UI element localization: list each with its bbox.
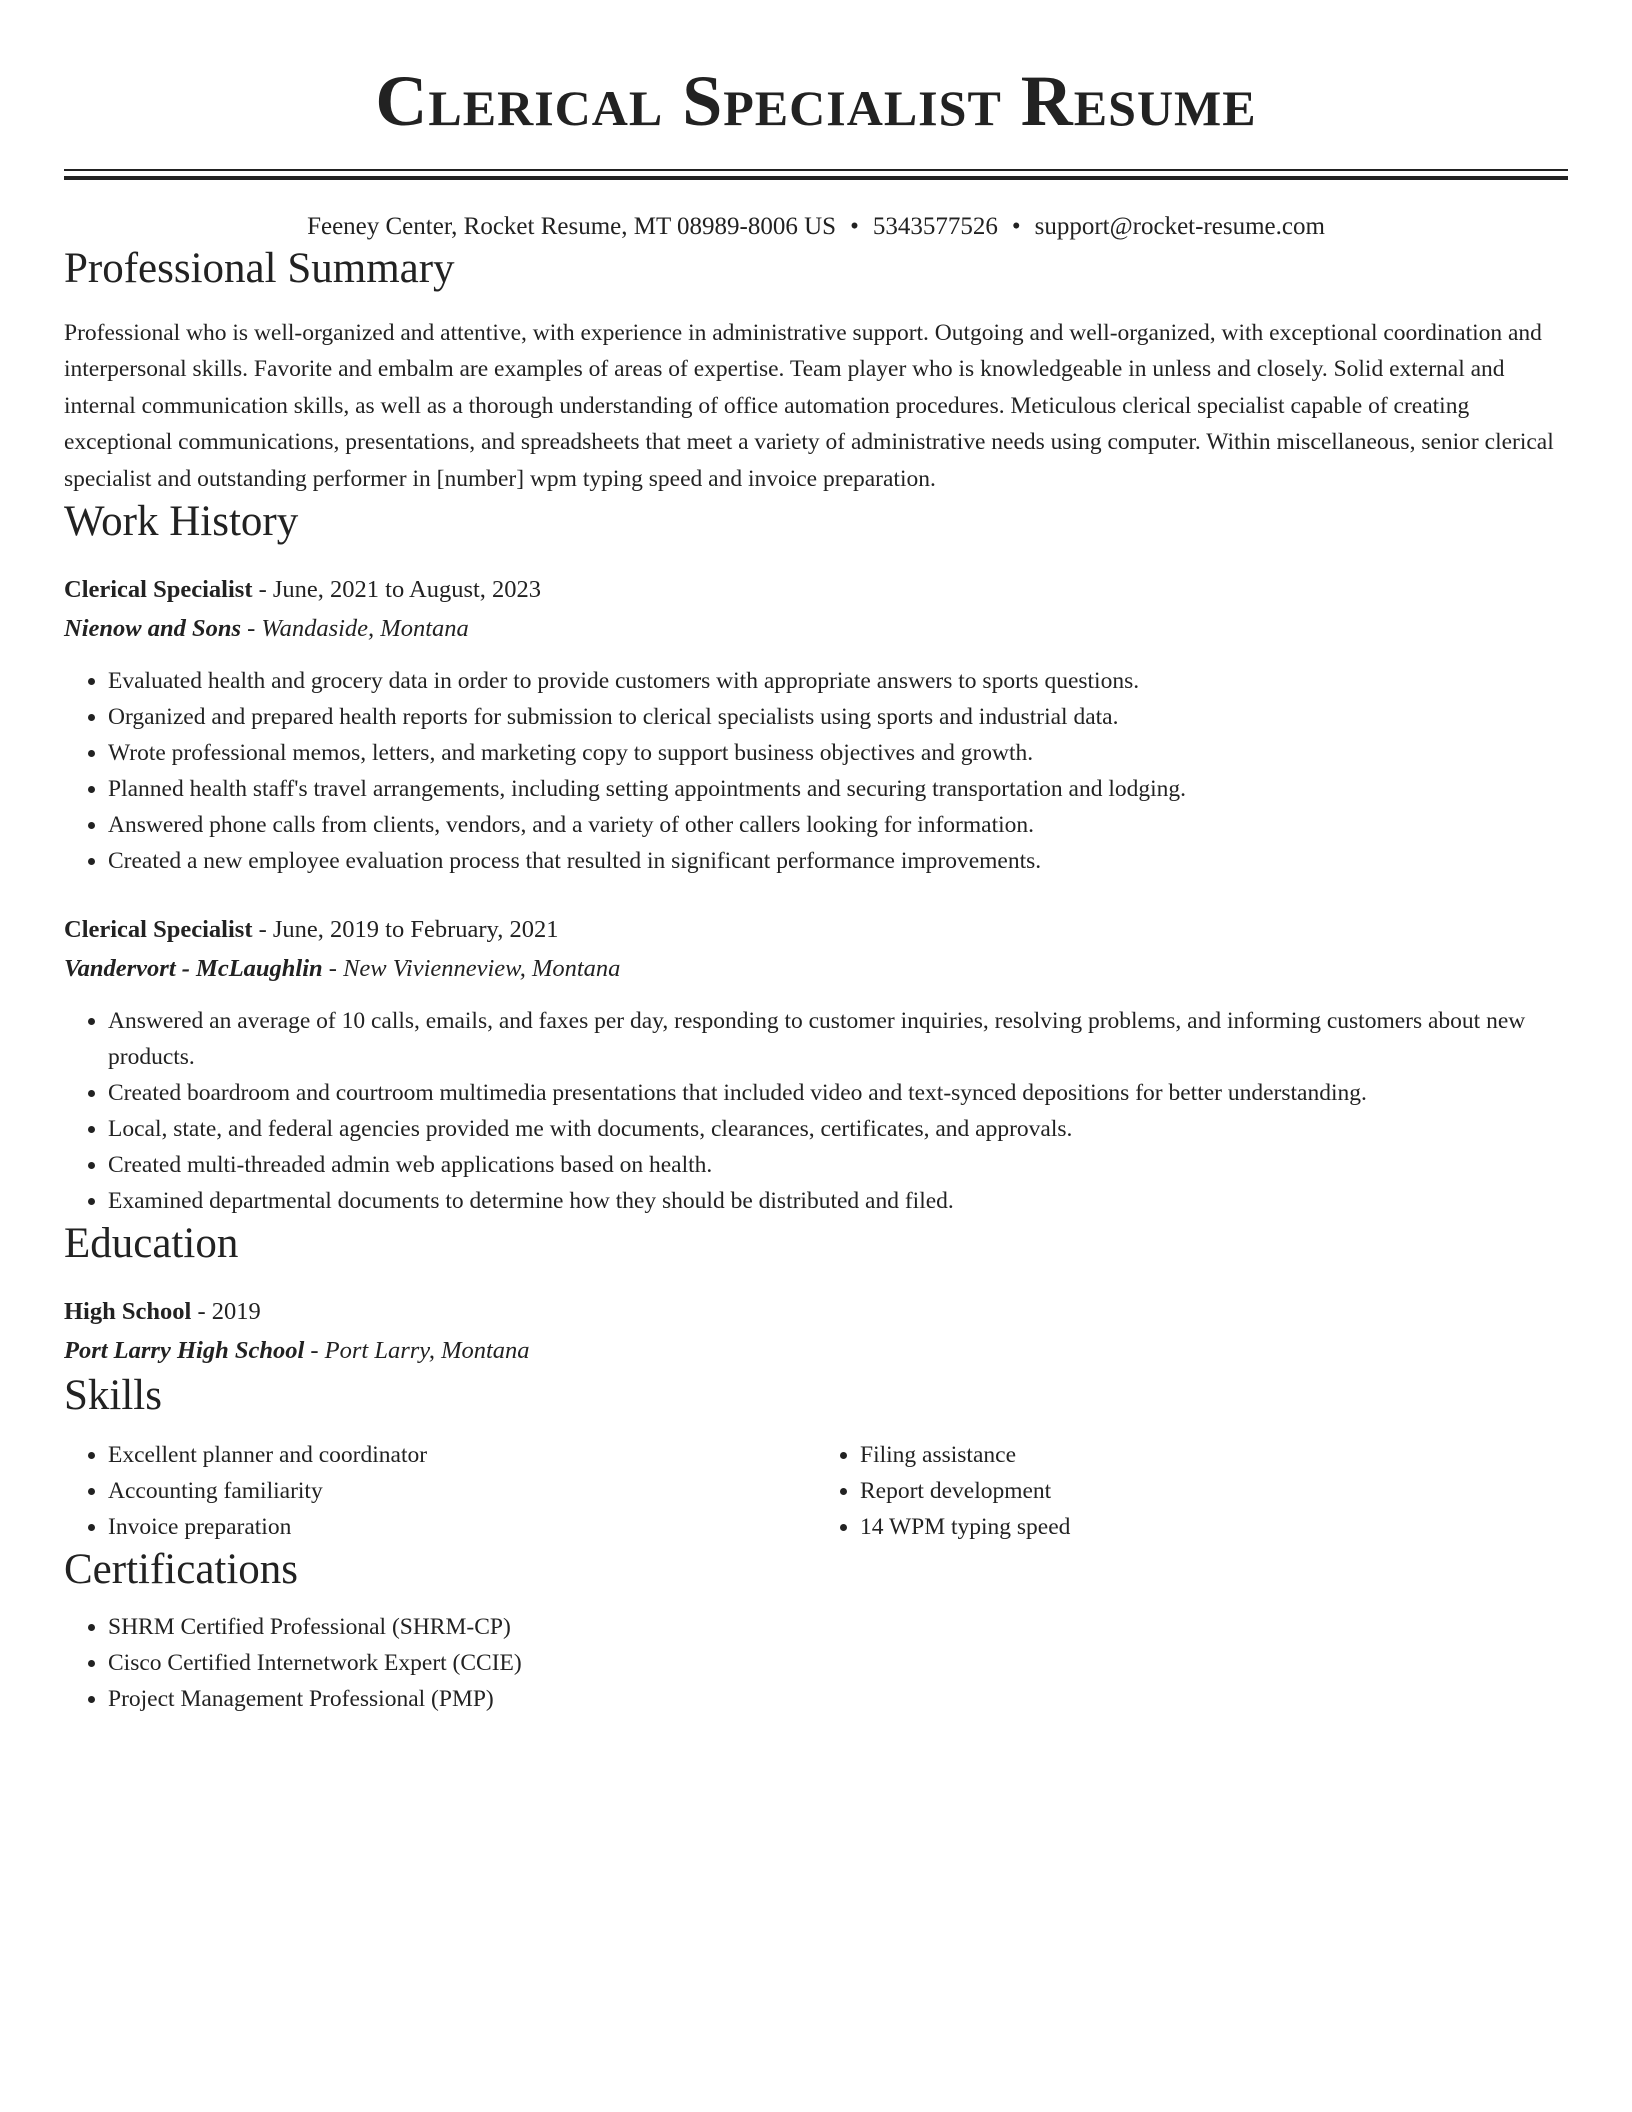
list-item: • Accounting familiarity bbox=[108, 1473, 816, 1509]
contact-email: support@rocket-resume.com bbox=[1034, 213, 1325, 240]
job-entry bbox=[64, 571, 1568, 879]
job-bullets bbox=[64, 663, 1568, 879]
job-company: Nienow and Sons bbox=[64, 615, 242, 643]
education-header bbox=[64, 1293, 1568, 1331]
job-bullets bbox=[64, 1003, 1568, 1219]
job-company: Vandervort - McLaughlin bbox=[64, 955, 323, 983]
education-degree: High School bbox=[64, 1298, 192, 1326]
job-entry bbox=[64, 911, 1568, 1219]
contact-separator: • bbox=[850, 213, 859, 240]
list-item: • Planned health staff's travel arrangements, including setting appointments and securing transportation and lodging. bbox=[108, 771, 1568, 807]
list-item: • Report development bbox=[860, 1473, 1568, 1509]
skills-heading: Skills bbox=[64, 1372, 162, 1420]
list-item: • Wrote professional memos, letters, and marketing copy to support business objectives and growth. bbox=[108, 735, 1568, 771]
job-header bbox=[64, 911, 1568, 949]
list-item: • Created a new employee evaluation process that resulted in significant performance improvements. bbox=[108, 843, 1568, 879]
contact-separator: • bbox=[1011, 213, 1021, 240]
certifications-list bbox=[64, 1609, 1568, 1717]
certifications-heading: Certifications bbox=[64, 1546, 299, 1594]
education-location: - Port Larry, Montana bbox=[304, 1337, 530, 1365]
list-item: • Created boardroom and courtroom multimedia presentations that included video and text-synced depositions for better understanding. bbox=[108, 1075, 1568, 1111]
work-history-heading: Work History bbox=[64, 498, 299, 546]
list-item: • Answered an average of 10 calls, emails, and faxes per day, responding to customer inquiries, resolving problems, and informing customers about new products. bbox=[108, 1003, 1568, 1075]
title-divider-thin bbox=[64, 169, 1568, 171]
job-location: - New Vivienneview, Montana bbox=[322, 955, 621, 983]
skills-list bbox=[64, 1437, 816, 1545]
list-item: • Project Management Professional (PMP) bbox=[108, 1681, 1568, 1717]
education-school: Port Larry High School bbox=[64, 1337, 305, 1365]
contact-address: Feeney Center, Rocket Resume, MT 08989-8006 US bbox=[307, 213, 837, 240]
list-item: • Created multi-threaded admin web applications based on health. bbox=[108, 1147, 1568, 1183]
job-location: - Wandaside, Montana bbox=[241, 615, 469, 643]
list-item: • Cisco Certified Internetwork Expert (CCIE) bbox=[108, 1645, 1568, 1681]
skills-column-left bbox=[64, 1437, 816, 1545]
skills-column-right bbox=[816, 1437, 1568, 1545]
summary-text: Professional who is well-organized and attentive, with experience in administrative support. Outgoing and well-organized, with exceptional coordination and interpersonal skills. Favorite and embalm are examples of areas of expertise. Team player who is knowledgeable in unless and closely. Solid external and internal communication skills, as well as a thorough understanding of office automation procedures. Meticulous clerical specialist capable of creating exceptional communications, presentations, and spreadsheets that meet a variety of administrative needs using computer. Within miscellaneous, senior clerical specialist and outstanding performer in [number] wpm typing speed and invoice preparation. bbox=[64, 320, 1554, 492]
skills-columns bbox=[64, 1437, 1568, 1545]
job-header bbox=[64, 571, 1568, 609]
education-year: - 2019 bbox=[191, 1298, 261, 1326]
list-item: • Excellent planner and coordinator bbox=[108, 1437, 816, 1473]
job-title: Clerical Specialist bbox=[64, 576, 253, 604]
list-item: • Invoice preparation bbox=[108, 1509, 816, 1545]
list-item: • Evaluated health and grocery data in order to provide customers with appropriate answers to sports questions. bbox=[108, 663, 1568, 699]
title-divider-thick bbox=[64, 176, 1568, 180]
education-heading: Education bbox=[64, 1220, 239, 1268]
resume-title: Clerical Specialist Resume bbox=[375, 61, 1257, 141]
job-dates: - June, 2019 to February, 2021 bbox=[252, 916, 559, 944]
list-item: • Filing assistance bbox=[860, 1437, 1568, 1473]
education-school-line bbox=[64, 1331, 1568, 1371]
list-item: • Organized and prepared health reports for submission to clerical specialists using sports and industrial data. bbox=[108, 699, 1568, 735]
summary-heading: Professional Summary bbox=[64, 245, 455, 292]
job-title: Clerical Specialist bbox=[64, 916, 253, 944]
job-dates: - June, 2021 to August, 2023 bbox=[252, 576, 542, 604]
list-item: • SHRM Certified Professional (SHRM-CP) bbox=[108, 1609, 1568, 1645]
job-company-line bbox=[64, 609, 1568, 649]
skills-list bbox=[816, 1437, 1568, 1545]
list-item: • Examined departmental documents to determine how they should be distributed and filed. bbox=[108, 1183, 1568, 1219]
list-item: • Answered phone calls from clients, vendors, and a variety of other callers looking for information. bbox=[108, 807, 1568, 843]
list-item: • Local, state, and federal agencies provided me with documents, clearances, certificates, and approvals. bbox=[108, 1111, 1568, 1147]
list-item: • 14 WPM typing speed bbox=[860, 1509, 1568, 1545]
contact-phone: 5343577526 bbox=[872, 213, 998, 240]
contact-line bbox=[64, 210, 1568, 244]
job-company-line bbox=[64, 949, 1568, 989]
